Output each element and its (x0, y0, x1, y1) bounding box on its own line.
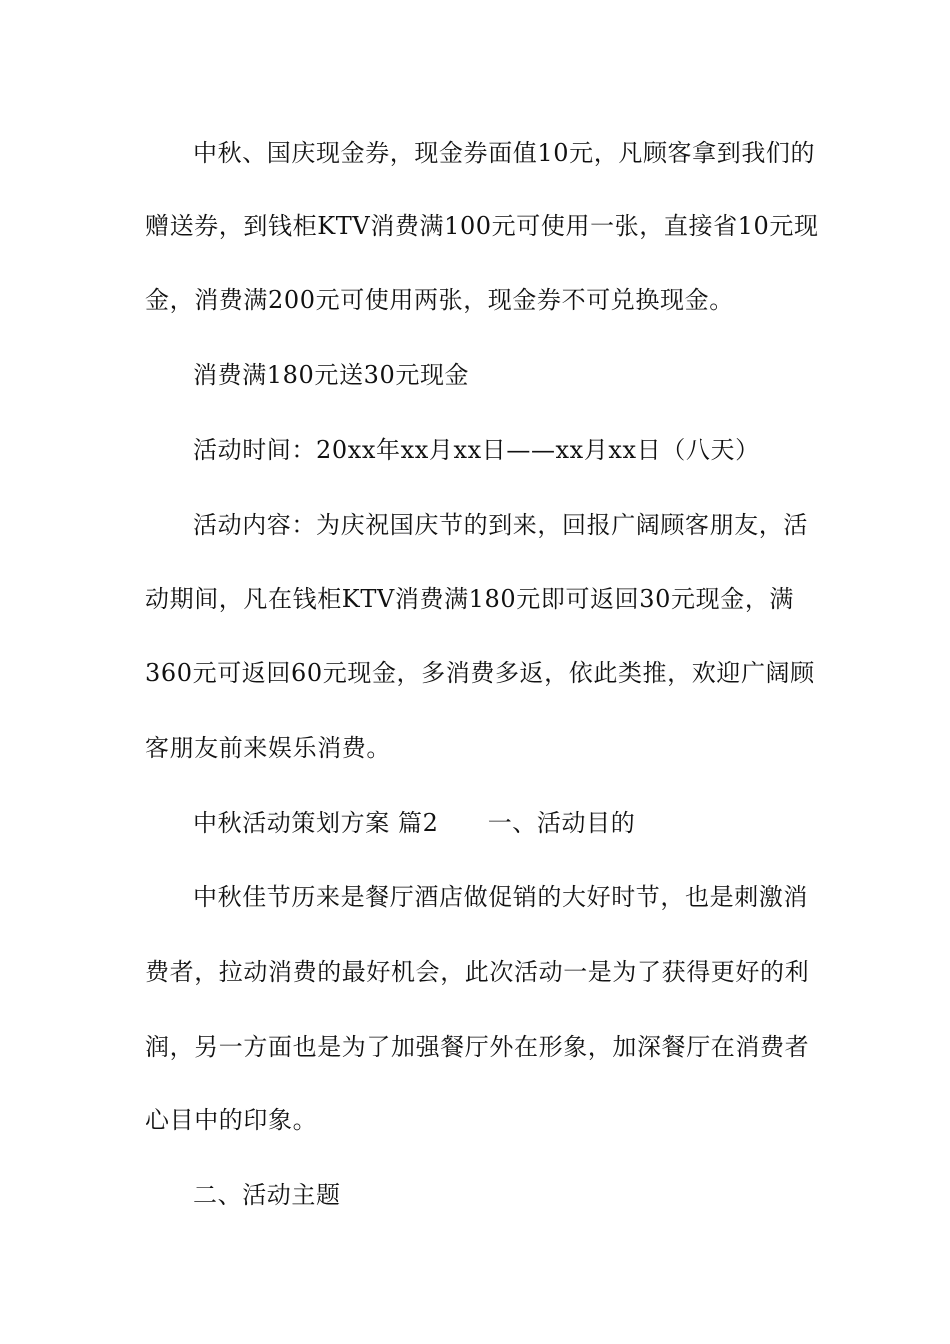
paragraph-line: 活动内容：为庆祝国庆节的到来，回报广阔顾客朋友，活 (193, 511, 808, 539)
paragraph-line: 活动时间：20xx年xx月xx日——xx月xx日（八天） (193, 436, 760, 464)
section-heading: 二、活动主题 (193, 1181, 341, 1209)
paragraph-line: 360元可返回60元现金，多消费多返，依此类推，欢迎广阔顾 (145, 659, 815, 687)
paragraph-line: 中秋佳节历来是餐厅酒店做促销的大好时节，也是刺激消 (193, 883, 808, 911)
paragraph-line: 润，另一方面也是为了加强餐厅外在形象，加深餐厅在消费者 (145, 1033, 810, 1061)
paragraph-line: 消费满180元送30元现金 (193, 361, 470, 389)
paragraph-line: 动期间，凡在钱柜KTV消费满180元即可返回30元现金，满 (145, 585, 795, 613)
section-heading: 中秋活动策划方案 篇2 一、活动目的 (193, 809, 636, 837)
paragraph-line: 客朋友前来娱乐消费。 (145, 734, 391, 762)
paragraph-line: 费者，拉动消费的最好机会，此次活动一是为了获得更好的利 (145, 958, 810, 986)
paragraph-line: 金，消费满200元可使用两张，现金券不可兑换现金。 (145, 286, 734, 314)
paragraph-line: 心目中的印象。 (145, 1106, 318, 1134)
paragraph-line: 赠送券，到钱柜KTV消费满100元可使用一张，直接省10元现 (145, 212, 819, 240)
paragraph-line: 中秋、国庆现金券，现金券面值10元，凡顾客拿到我们的 (193, 139, 816, 167)
